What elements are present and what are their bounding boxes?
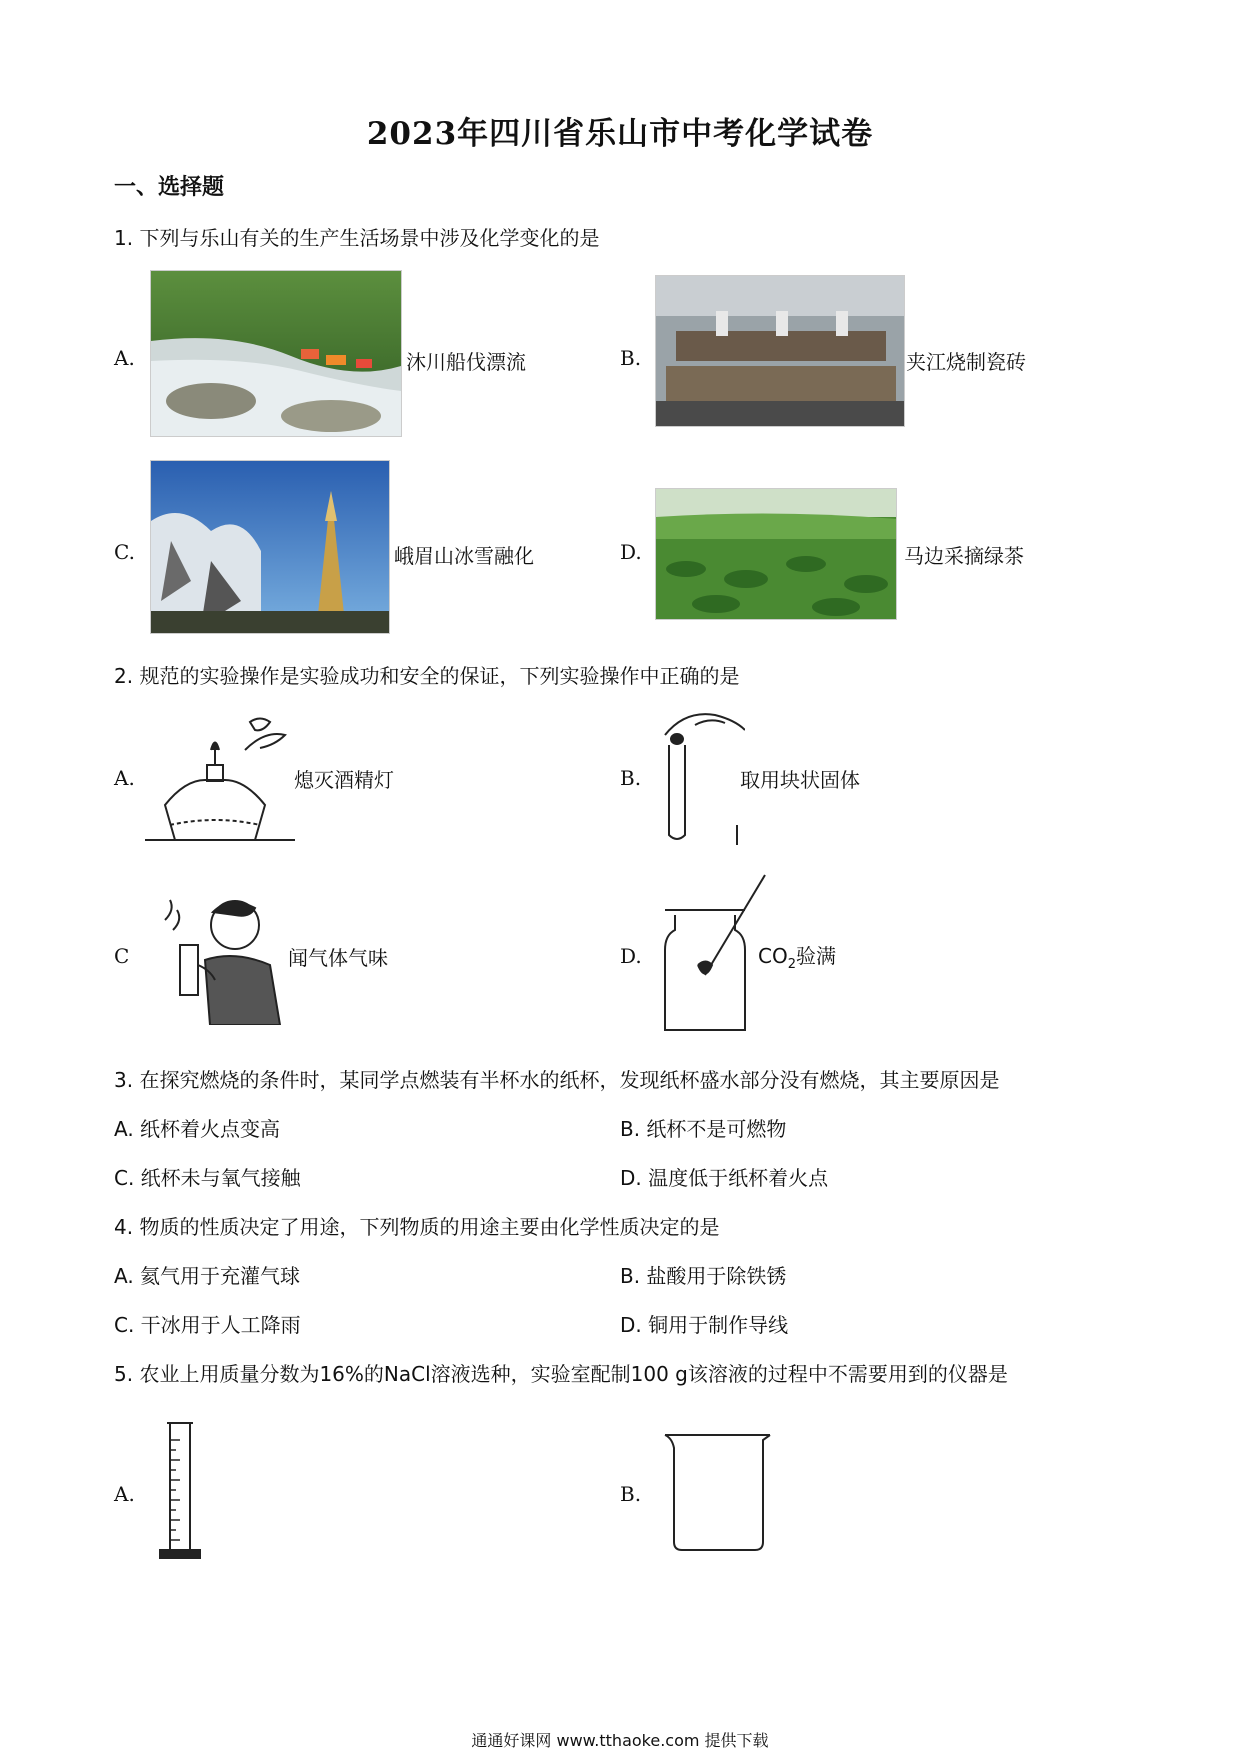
question-3-stem: 3. 在探究燃烧的条件时，某同学点燃装有半杯水的纸杯，发现纸杯盛水部分没有燃烧，其主要原因是 <box>114 1068 1000 1092</box>
q2-option-b-caption: 取用块状固体 <box>740 768 860 792</box>
question-2-stem: 2. 规范的实验操作是实验成功和安全的保证，下列实验操作中正确的是 <box>114 664 740 688</box>
q1-option-d-label: D. <box>620 540 642 564</box>
question-5-stem: 5. 农业上用质量分数为16%的NaCl溶液选种，实验室配制100 g该溶液的过程中不需要用到的仪器是 <box>114 1362 1008 1386</box>
footer-source: 通通好课网 www.tthaoke.com 提供下载 <box>471 1731 769 1750</box>
q3-option-a: A. 纸杯着火点变高 <box>114 1117 281 1141</box>
beaker-drawing <box>660 1430 775 1555</box>
q4-option-a: A. 氦气用于充灌气球 <box>114 1264 301 1288</box>
gas-jar-drawing <box>660 870 770 1035</box>
q1-option-b-caption: 夹江烧制瓷砖 <box>906 350 1026 374</box>
tile-factory-photo <box>655 275 905 427</box>
alcohol-lamp-drawing <box>145 710 295 845</box>
q4-option-c: C. 干冰用于人工降雨 <box>114 1313 301 1337</box>
q1-option-c-caption: 峨眉山冰雪融化 <box>394 544 534 568</box>
tea-field-photo <box>655 488 897 620</box>
section-heading: 一、选择题 <box>114 175 225 200</box>
q2-option-a-label: A. <box>114 766 135 790</box>
q4-option-d: D. 铜用于制作导线 <box>620 1313 789 1337</box>
q3-option-b: B. 纸杯不是可燃物 <box>620 1117 787 1141</box>
question-4-stem: 4. 物质的性质决定了用途，下列物质的用途主要由化学性质决定的是 <box>114 1215 720 1239</box>
q1-option-a-label: A. <box>114 346 135 370</box>
test-tube-solid-drawing <box>655 705 745 845</box>
q2-option-a-caption: 熄灭酒精灯 <box>294 768 394 792</box>
q2-option-c-caption: 闻气体气味 <box>288 946 388 970</box>
q2-option-b-label: B. <box>620 766 642 790</box>
q1-option-a-caption: 沐川船伐漂流 <box>406 350 526 374</box>
question-1-stem: 1. 下列与乐山有关的生产生活场景中涉及化学变化的是 <box>114 226 600 250</box>
rafting-photo <box>150 270 402 437</box>
q1-option-b-label: B. <box>620 346 642 370</box>
q5-option-b-label: B. <box>620 1482 642 1506</box>
q2-option-d-caption: $CO_2$验满 <box>758 944 836 972</box>
q4-option-b: B. 盐酸用于除铁锈 <box>620 1264 787 1288</box>
smelling-gas-drawing <box>155 890 285 1025</box>
q3-option-c: C. 纸杯未与氧气接触 <box>114 1166 301 1190</box>
q2-option-d-label: D. <box>620 944 642 968</box>
q1-option-d-caption: 马边采摘绿茶 <box>904 544 1024 568</box>
q1-option-c-label: C. <box>114 540 135 564</box>
q2-option-c-label: C <box>114 944 130 968</box>
q3-option-d: D. 温度低于纸杯着火点 <box>620 1166 829 1190</box>
mountain-snow-photo <box>150 460 390 634</box>
q5-option-a-label: A. <box>114 1482 135 1506</box>
page-title: 2023年四川省乐山市中考化学试卷 <box>366 116 874 152</box>
graduated-cylinder-drawing <box>155 1420 205 1565</box>
